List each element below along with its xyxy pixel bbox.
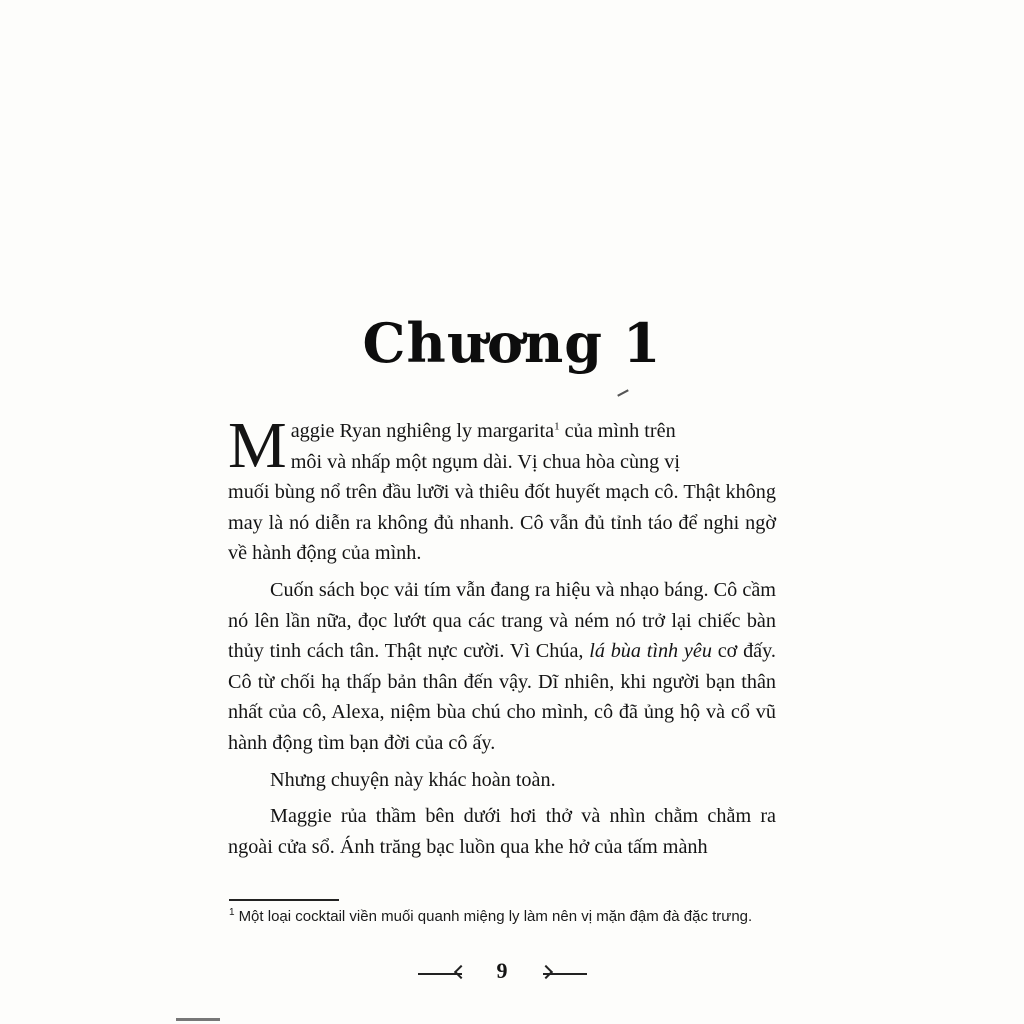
ornament-mark [617,389,629,396]
scan-edge-mark [176,1018,220,1021]
folio-arrow-left-icon [454,965,468,979]
folio-arrow-right-icon [539,965,553,979]
paragraph-2 [228,575,776,759]
chapter-title: Chương 1 [362,311,662,375]
paragraph-4: Maggie rủa thầm bên dưới hơi thở và nhìn chằm chằm ra ngoài cửa sổ. Ánh trăng bạc luồn qua khe hở của tấm mành [228,805,776,858]
paragraph-1-line-2: môi và nhấp một ngụm dài. Vị chua hòa cùng vị [290,450,680,473]
paragraph-1-line-1-text: aggie Ryan nghiêng ly margarita [290,420,555,442]
body-text [228,409,776,862]
footnote-divider [229,899,339,901]
footnote-reference[interactable]: 1 [554,420,560,433]
paragraph-1-line-1 [228,416,776,447]
paragraph-2-part-2: cơ đấy. Cô từ chối hạ thấp bản thân đến vậy. Dĩ nhiên, khi người bạn thân nhất của cô, Alexa, niệm bùa chú cho mình, cô đã ủng hộ và cổ vũ hành động tìm bạn đời của cô ấy. [228,640,776,754]
paragraph-2-part-1: Cuốn sách bọc vải tím vẫn đang ra hiệu và nhạo báng. Cô cầm nó lên lần nữa, đọc lướt qua các trang và ném nó trở lại chiếc bàn thủy tinh cách tân. Thật nực cười. Vì Chúa, [228,578,776,663]
page-number: 9 [496,958,508,983]
footnote [229,906,789,928]
paragraph-2-italic: lá bùa tình yêu [589,640,712,663]
footnote-number: 1 [229,907,235,918]
paragraph-1-rest: muối bùng nổ trên đầu lưỡi và thiêu đốt huyết mạch cô. Thật không may là nó diễn ra không đủ nhanh. Cô vẫn đủ tỉnh táo để nghi ngờ về hành động của mình. [228,481,776,565]
paragraph-1 [228,409,776,569]
paragraph-1-line-1-rest: của mình trên [559,420,676,442]
footnote-text: Một loại cocktail viền muối quanh miệng ly làm nên vị mặn đậm đà đặc trưng. [238,908,753,925]
folio-ornament-right [543,973,587,975]
page-folio [0,954,1024,990]
drop-cap: M [228,409,287,482]
paragraph-3: Nhưng chuyện này khác hoàn toàn. [270,768,556,791]
